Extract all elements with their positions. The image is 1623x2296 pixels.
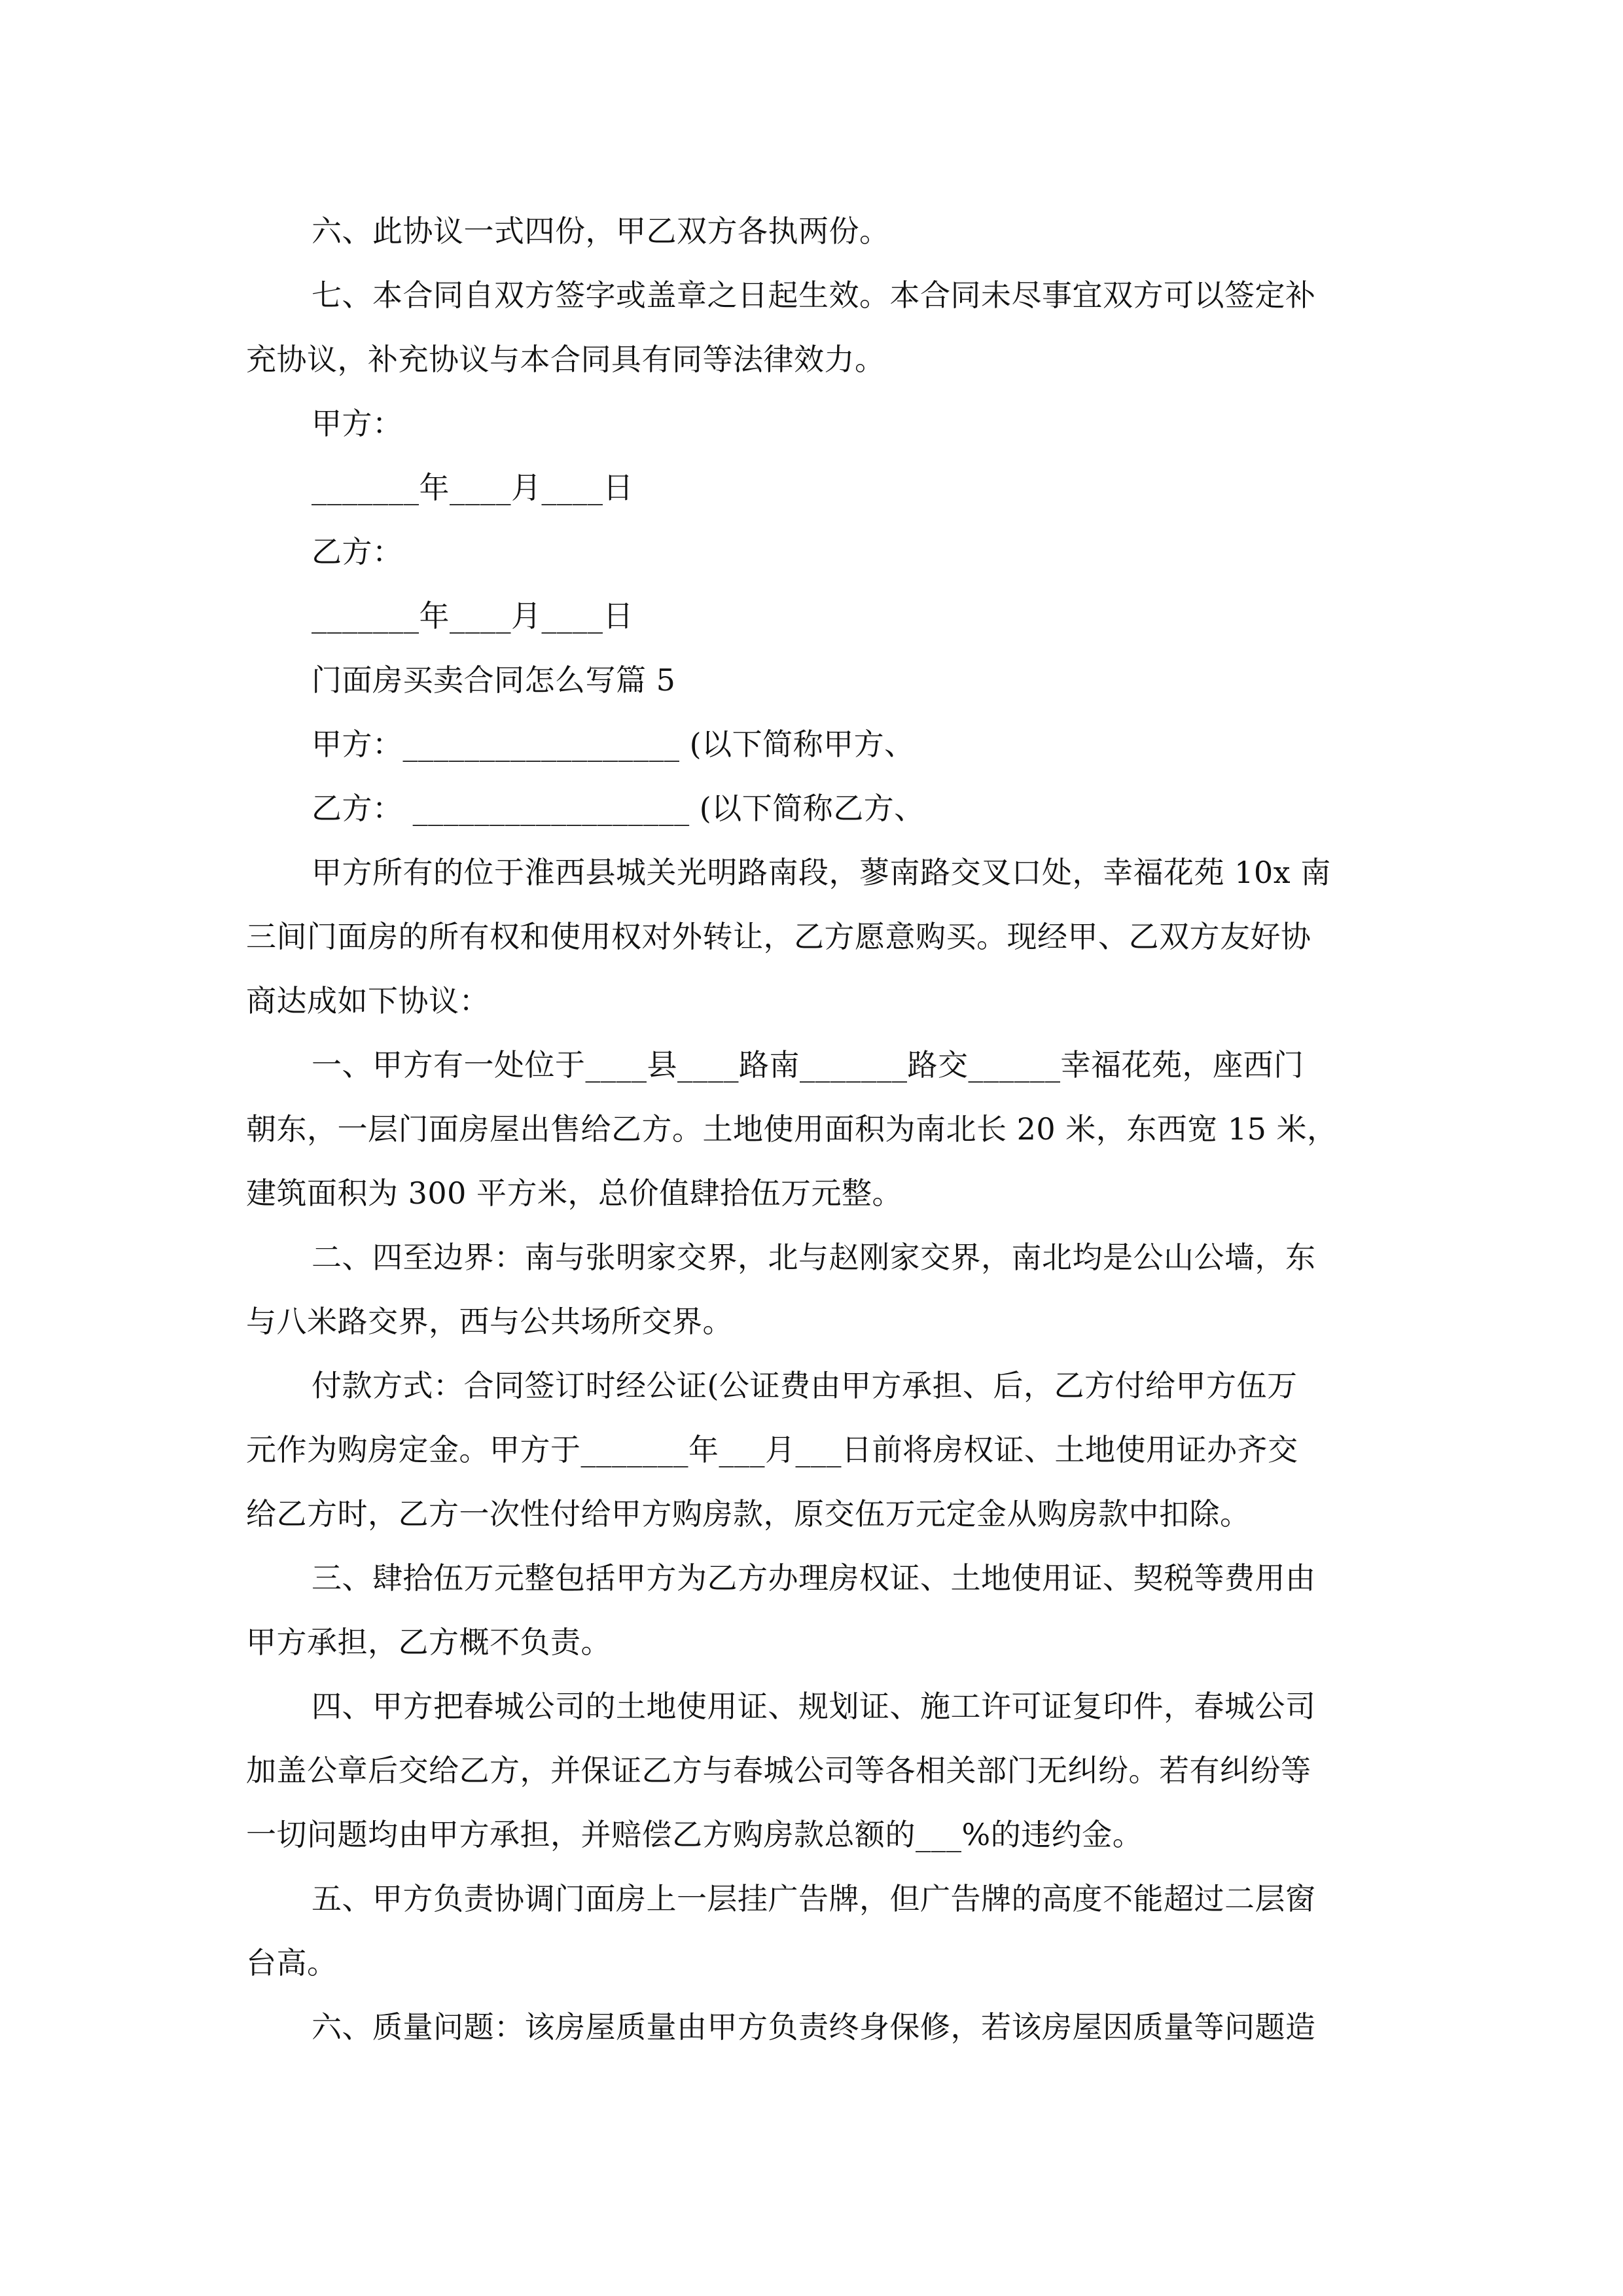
document-line: 充协议，补充协议与本合同具有同等法律效力。 [246,342,885,377]
document-line: 甲方：__________________ (以下简称甲方、 [312,726,915,762]
document-line: 台高。 [246,1945,338,1981]
document-line: 四、甲方把春城公司的土地使用证、规划证、施工许可证复印件，春城公司 [312,1689,1316,1724]
document-line: 建筑面积为 300 平方米，总价值肆拾伍万元整。 [246,1175,903,1211]
document-line: _______年____月____日 [312,598,633,634]
document-line: 七、本合同自双方签字或盖章之日起生效。本合同未尽事宜双方可以签定补 [312,278,1316,313]
document-line: 二、四至边界：南与张明家交界，北与赵刚家交界，南北均是公山公墙，东 [312,1240,1316,1275]
document-line: 三间门面房的所有权和使用权对外转让，乙方愿意购买。现经甲、乙双方友好协 [246,919,1311,954]
document-line: 五、甲方负责协调门面房上一层挂广告牌，但广告牌的高度不能超过二层窗 [312,1881,1316,1916]
document-line: 甲方承担，乙方概不负责。 [246,1624,611,1660]
document-line: 一、甲方有一处位于____县____路南_______路交______幸福花苑，座西门 [312,1047,1304,1083]
document-line: 元作为购房定金。甲方于_______年___月___日前将房权证、土地使用证办齐交 [246,1432,1298,1467]
document-line: 朝东，一层门面房屋出售给乙方。土地使用面积为南北长 20 米，东西宽 15 米， [246,1111,1338,1147]
document-line: 商达成如下协议： [246,983,490,1018]
document-line: _______年____月____日 [312,470,633,505]
document-line: 甲方： [312,406,403,441]
document-line: 一切问题均由甲方承担，并赔偿乙方购房款总额的___%的违约金。 [246,1817,1143,1852]
document-line: 付款方式：合同签订时经公证(公证费由甲方承担、后，乙方付给甲方伍万 [312,1368,1298,1403]
document-line: 乙方： __________________ (以下简称乙方、 [312,791,925,826]
document-line: 六、此协议一式四份，甲乙双方各执两份。 [312,213,890,249]
document-line: 门面房买卖合同怎么写篇 5 [312,662,676,698]
document-line: 乙方： [312,534,403,569]
document-line: 与八米路交界，西与公共场所交界。 [246,1304,733,1339]
document-line: 给乙方时，乙方一次性付给甲方购房款，原交伍万元定金从购房款中扣除。 [246,1496,1251,1532]
document-line: 六、质量问题：该房屋质量由甲方负责终身保修，若该房屋因质量等问题造 [312,2009,1316,2045]
document-line: 三、肆拾伍万元整包括甲方为乙方办理房权证、土地使用证、契税等费用由 [312,1560,1316,1596]
document-body [246,199,1378,2059]
document-line: 甲方所有的位于淮西县城关光明路南段，蓼南路交叉口处，幸福花苑 10x 南 [312,855,1331,890]
document-line: 加盖公章后交给乙方，并保证乙方与春城公司等各相关部门无纠纷。若有纠纷等 [246,1753,1311,1788]
